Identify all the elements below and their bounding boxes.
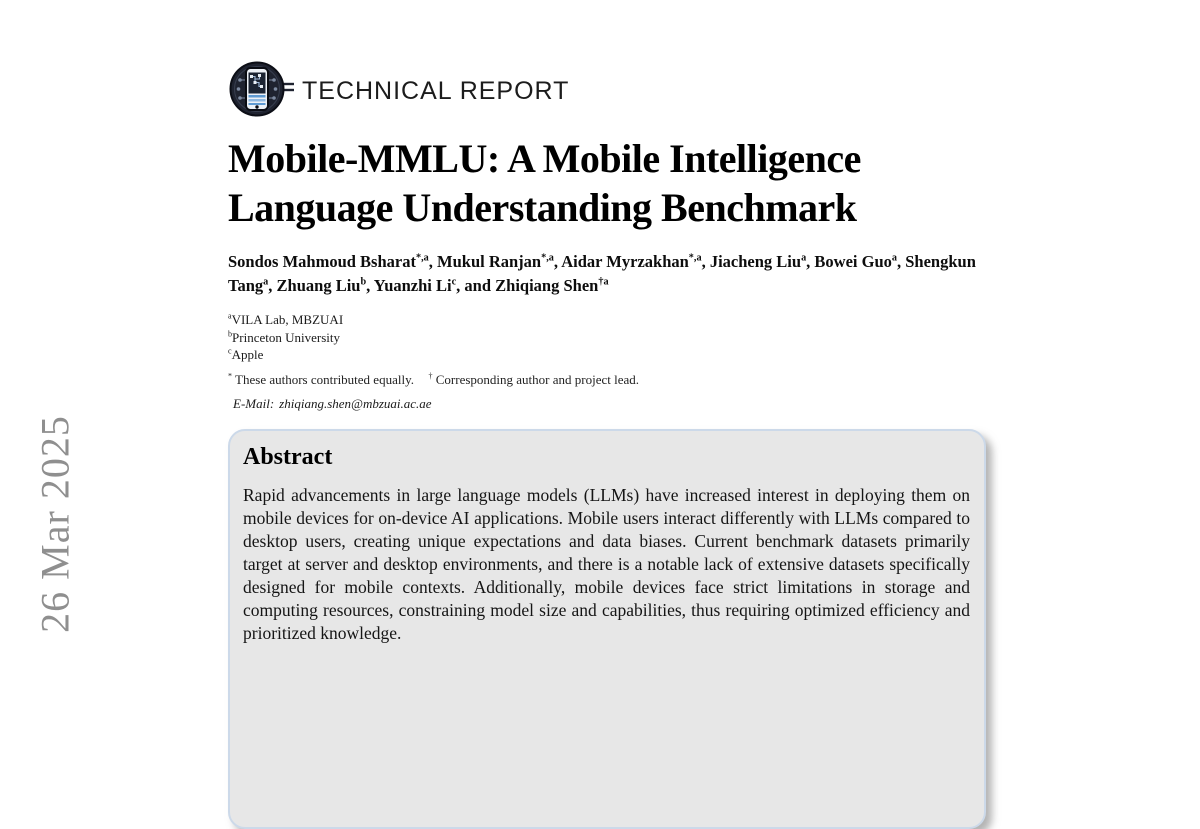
author-list: Sondos Mahmoud Bsharat$^{*,a}$, Mukul Ranjan$^{*,a}$, Aidar Myrzakhan$^{*,a}$, Jiacheng Liu$^a$, Bowei Guo$^a$, Shengkun Tang$^a$, Zhuang Liu$^b$, Yuanzhi Li$^c$, and Zhiqiang Shen$^{\dagger a}$ bbox=[228, 252, 976, 295]
equal-contribution-symbol: * bbox=[228, 371, 233, 381]
author-name: Mukul Ranjan$^{*,a}$ bbox=[437, 252, 554, 271]
author-name: Sondos Mahmoud Bsharat$^{*,a}$ bbox=[228, 252, 429, 271]
abstract-text: Rapid advancements in large language models (LLMs) have increased interest in deploying them on mobile devices for on-device AI applications. Mobile users interact differently with LLMs compared to desktop users, creating unique expectations and data biases. Current benchmark datasets primarily target at server and desktop environments, and there is a notable lack of extensive datasets specifically designed for mobile contexts. Additionally, mobile devices face strict limitations in storage and computing resources, constraining model size and capabilities, thus requiring optimized efficiency and prioritized knowledge. bbox=[243, 485, 970, 643]
author-name: Zhuang Liu$^b$ bbox=[276, 276, 367, 295]
author-name: Jiacheng Liu$^a$ bbox=[709, 252, 807, 271]
author-name: Bowei Guo$^a$ bbox=[814, 252, 897, 271]
mobile-phone-circuit-badge-icon bbox=[228, 60, 294, 123]
email-label: E-Mail: bbox=[233, 396, 275, 411]
author-name: Yuanzhi Li$^c$ bbox=[373, 276, 457, 295]
affiliation-item: $^c$Apple bbox=[228, 346, 264, 362]
abstract-box bbox=[228, 429, 986, 829]
abstract-heading: Abstract bbox=[243, 444, 333, 470]
arxiv-date-watermark: 26 Mar 2025 bbox=[32, 415, 78, 633]
author-name: Zhiqiang Shen$^{\dagger a}$ bbox=[495, 276, 609, 295]
corresponding-author-symbol: † bbox=[428, 371, 433, 381]
email-address: zhiqiang.shen@mbzuai.ac.ae bbox=[279, 396, 432, 411]
equal-contribution-text: These authors contributed equally. bbox=[235, 372, 414, 387]
paper-title bbox=[228, 134, 988, 232]
author-name: Shengkun Tang$^a$ bbox=[228, 252, 976, 295]
affiliation-item: $^b$Princeton University bbox=[228, 329, 340, 345]
report-header bbox=[228, 60, 569, 123]
affiliation-item: $^a$VILA Lab, MBZUAI bbox=[228, 311, 344, 327]
author-name: Aidar Myrzakhan$^{*,a}$ bbox=[561, 252, 702, 271]
affiliation-list bbox=[228, 311, 343, 364]
paper-title-line2: Language Understanding Benchmark bbox=[228, 185, 857, 230]
report-type-label: TECHNICAL REPORT bbox=[302, 77, 570, 105]
corresponding-author-text: Corresponding author and project lead. bbox=[435, 372, 640, 387]
email-line bbox=[233, 396, 432, 412]
paper-title-line1: Mobile-MMLU: A Mobile Intelligence bbox=[228, 136, 861, 181]
contribution-footnote bbox=[228, 372, 639, 388]
